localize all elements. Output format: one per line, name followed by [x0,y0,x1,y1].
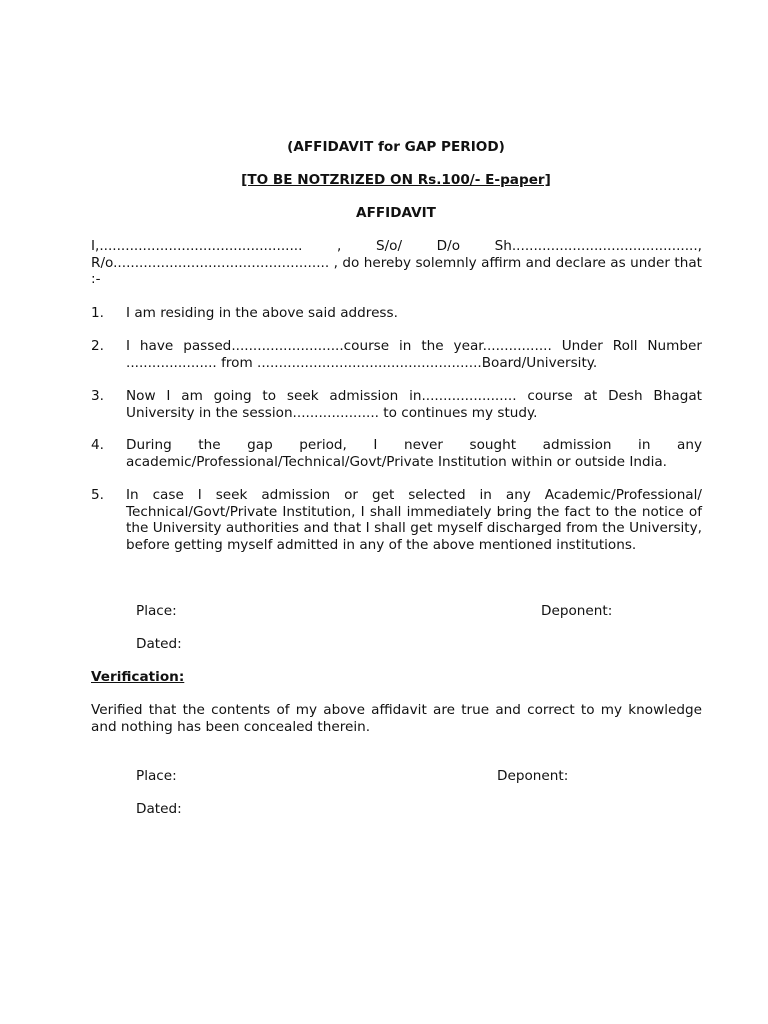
notarize-notice-text: [TO BE NOTZRIZED ON Rs.100/- E-paper] [241,172,551,188]
deponent-label: Deponent: [497,768,569,784]
document-title: (AFFIDAVIT for GAP PERIOD) [287,139,505,155]
item-text: Now I am going to seek admission in...................... course at Desh Bhagat University in the session.................... to continues my study. [126,388,702,421]
dated-label: Dated: [136,801,182,817]
deponent-label: Deponent: [541,603,613,619]
place-label: Place: [136,768,177,784]
intro-paragraph: I,............................................... , S/o/ D/o Sh..........................................., R/o.................................................. , do hereby solemnly affirm and declare as under that :- [91,238,702,288]
item-text: During the gap period, I never sought admission in any academic/Professional/Technical/Govt/Private Institution within or outside India. [126,437,702,470]
dated-label: Dated: [136,636,182,652]
item-text: I am residing in the above said address. [126,305,398,321]
item-text: In case I seek admission or get selected in any Academic/Professional/ Technical/Govt/Private Institution, I shall immediately bring the fact to the notice of the University authorities and that I shall get myself discharged from the University, before getting myself admitted in any of the above mentioned institutions. [126,487,702,553]
item-number: 3. [91,388,104,404]
item-text: I have passed..........................course in the year................ Under Roll Number ..................... from ....................................................Board/University. [126,338,702,371]
place-label: Place: [136,603,177,619]
item-number: 1. [91,305,104,321]
item-number: 5. [91,487,104,503]
item-number: 2. [91,338,104,354]
affidavit-heading: AFFIDAVIT [356,205,436,221]
notarize-notice [0,172,768,189]
item-number: 4. [91,437,104,453]
verification-heading: Verification: [91,669,185,685]
verification-text: Verified that the contents of my above affidavit are true and correct to my knowledge and nothing has been concealed therein. [91,702,702,735]
